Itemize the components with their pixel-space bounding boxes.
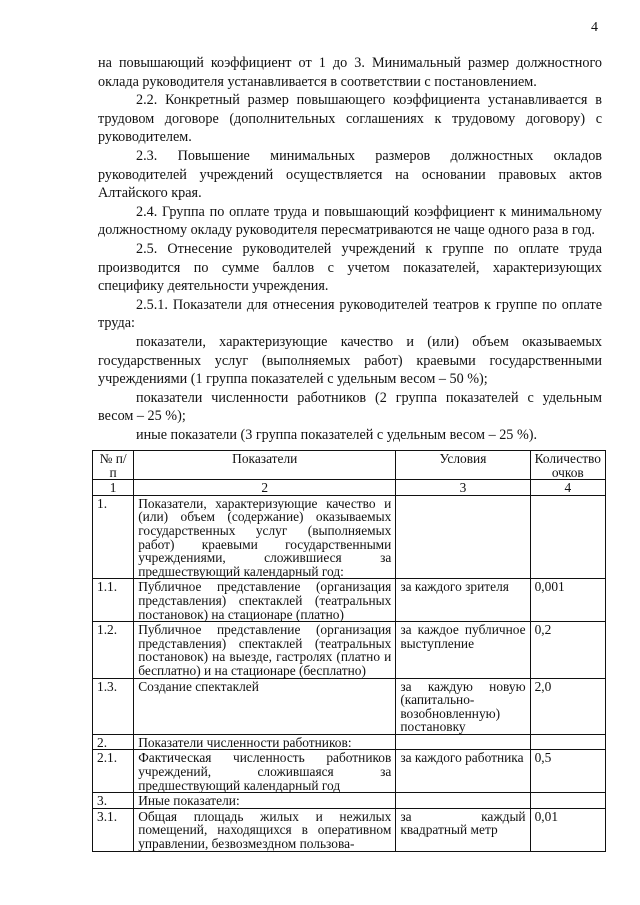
row-points: 0,01 [530,808,605,851]
row-condition [396,734,530,750]
paragraph: 2.4. Группа по оплате труда и повышающий коэффициент к минимальному должностному окладу руководителя пересматриваются не чаще одного раза в год. [98,203,602,239]
row-indicator: Общая площадь жилых и нежилых помещений, находящихся в оперативном управлении, безвозмездном пользова- [134,808,396,851]
row-num: 2. [93,734,134,750]
row-condition [396,495,530,579]
row-indicator: Создание спектаклей [134,678,396,734]
row-indicator: Показатели, характеризующие качество и (или) объем (содержание) оказываемых государственных услуг (выполняемых работ) краевыми государственными учреждениями, сложившиеся за предшествующий календарный год: [134,495,396,579]
row-points: 0,5 [530,750,605,793]
row-condition: за каждую новую (капитально-возобновленную) постановку [396,678,530,734]
row-num: 2.1. [93,750,134,793]
paragraph: 2.2. Конкретный размер повышающего коэффициента устанавливается в трудовом договоре (дополнительных соглашениях к трудовому договору) с руководителем. [98,92,602,146]
row-indicator: Публичное представление (организация представления) спектаклей (театральных постановок) на стационаре (платно) [134,579,396,622]
paragraph: показатели численности работников (2 группа показателей с удельным весом – 25 %); [98,389,602,425]
column-number-row [93,480,606,496]
row-points [530,734,605,750]
document-body [98,54,602,444]
paragraph: показатели, характеризующие качество и (или) объем оказываемых государственных услуг (выполняемых работ) краевыми государственными учреждениями (1 группа показателей с удельным весом – 50 %); [98,333,602,388]
row-points: 0,2 [530,622,605,678]
row-indicator: Иные показатели: [134,793,396,809]
row-indicator: Публичное представление (организация представления) спектаклей (театральных постановок) на выезде, гастролях (платно и бесплатно) и на стационаре (бесплатно) [134,622,396,678]
paragraph: 2.3. Повышение минимальных размеров должностных окладов руководителей учреждений осуществляется на основании правовых актов Алтайского края. [98,147,602,202]
row-points: 2,0 [530,678,605,734]
row-points [530,495,605,579]
row-points: 0,001 [530,579,605,622]
row-condition: за каждого зрителя [396,579,530,622]
row-num: 1.2. [93,622,134,678]
row-indicator: Фактическая численность работников учреждений, сложившаяся за предшествующий календарный год [134,750,396,793]
page-number: 4 [591,20,598,35]
header-points: Количество очков [530,451,605,480]
indicators-table [92,450,606,852]
row-num: 3.1. [93,808,134,851]
table-row [93,622,606,678]
header-condition: Условия [396,451,530,480]
paragraph: 2.5.1. Показатели для отнесения руководителей театров к группе по оплате труда: [98,296,602,332]
table-row [93,734,606,750]
row-condition: за каждого работника [396,750,530,793]
paragraph: 2.5. Отнесение руководителей учреждений к группе по оплате труда производится по сумме баллов с учетом показателей, характеризующих специфику деятельности учреждения. [98,240,602,295]
row-num: 3. [93,793,134,809]
col-number: 4 [530,480,605,496]
table-row [93,793,606,809]
table-row [93,678,606,734]
table-header-row [93,451,606,480]
col-number: 2 [134,480,396,496]
col-number: 3 [396,480,530,496]
header-indicator: Показатели [134,451,396,480]
row-num: 1.1. [93,579,134,622]
table-row [93,750,606,793]
paragraph: на повышающий коэффициент от 1 до 3. Минимальный размер должностного оклада руководителя устанавливается в соответствии с постановлением. [98,55,602,90]
row-points [530,793,605,809]
col-number: 1 [93,480,134,496]
paragraph: иные показатели (3 группа показателей с удельным весом – 25 %). [136,426,538,443]
row-indicator: Показатели численности работников: [134,734,396,750]
row-num: 1.3. [93,678,134,734]
table-row [93,495,606,579]
table-row [93,579,606,622]
row-condition [396,793,530,809]
row-condition: за каждое публичное выступление [396,622,530,678]
header-num: № п/п [93,451,134,480]
table-row [93,808,606,851]
row-num: 1. [93,495,134,579]
row-condition: за каждый квадратный метр [396,808,530,851]
